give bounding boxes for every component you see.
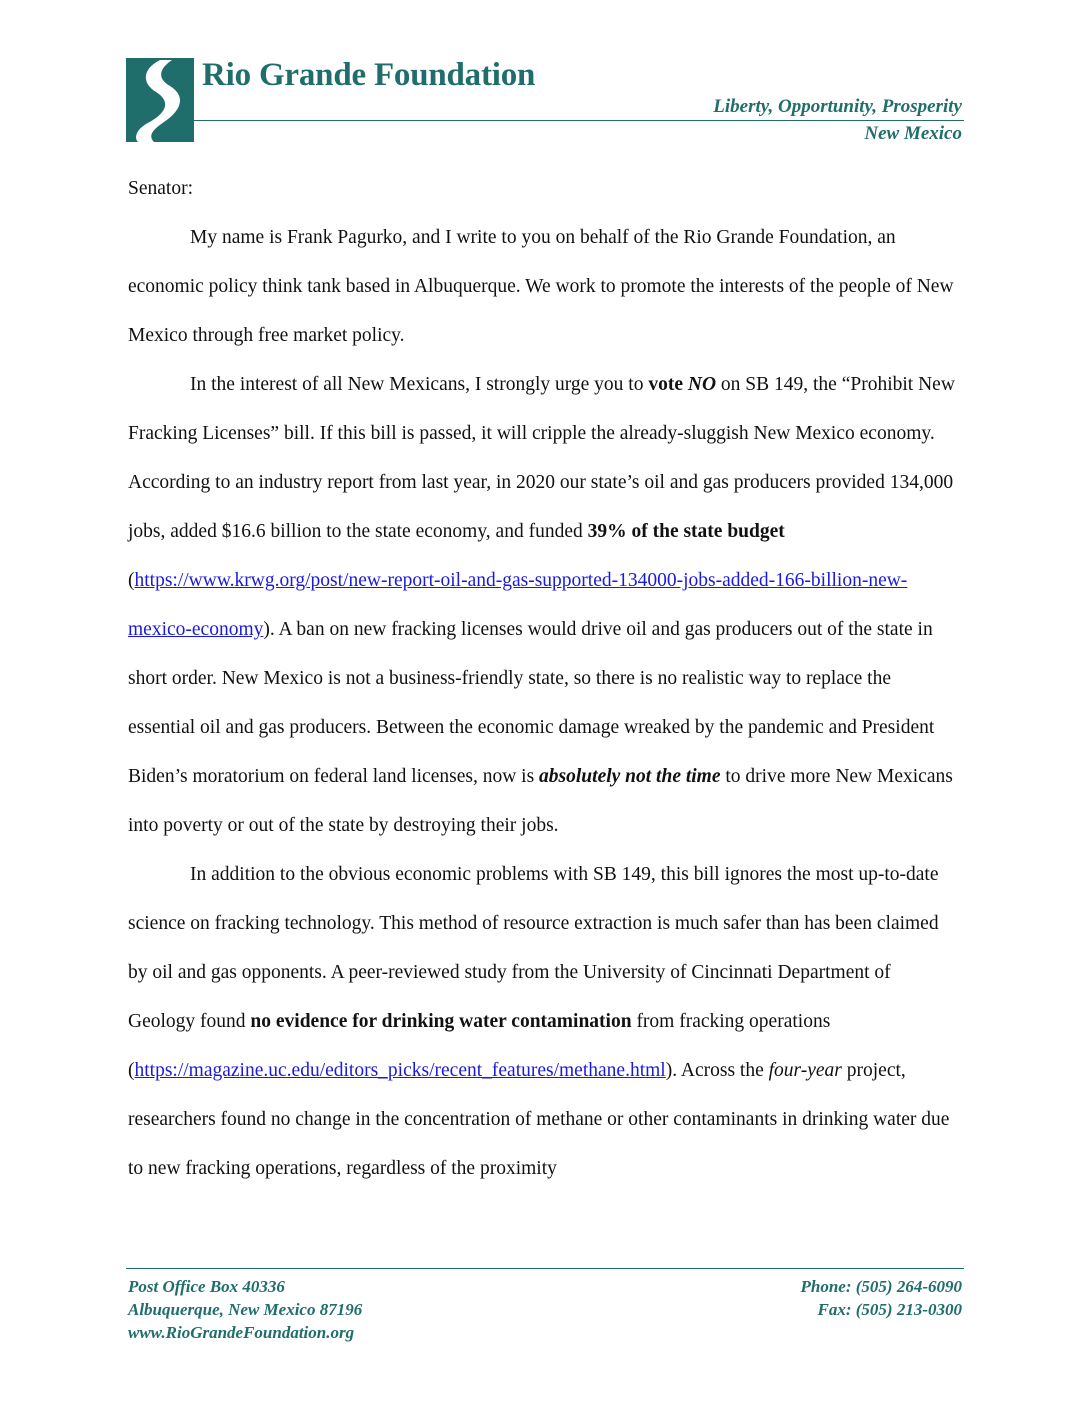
p2-text-1: In the interest of all New Mexicans, I strongly urge you to — [190, 374, 649, 395]
p2-text-4: ). A ban on new fracking licenses would drive oil and gas producers out of the state in short order. New Mexico is not a business-friendly state, so there is no realistic way to replace the essential oil and gas producers. Between the economic damage wreaked by the pandemic and President Biden’s moratorium on federal land licenses, now is — [128, 619, 935, 787]
p2-text-2: on SB 149, the “Prohibit New Fracking Licenses” bill. If this bill is passed, it will cripple the already-sluggish New Mexico economy. According to an industry report from last year, in 2020 our state’s oil and gas producers provided 134,000 jobs, added $16.6 billion to the state economy, and funded — [128, 374, 955, 542]
not-the-time-emphasis: absolutely not the time — [539, 766, 721, 787]
org-name: Rio Grande Foundation — [202, 57, 536, 93]
paragraph-3 — [128, 850, 962, 1193]
uc-magazine-link[interactable]: https://magazine.uc.edu/editors_picks/recent_features/methane.html — [134, 1060, 666, 1081]
salutation: Senator: — [128, 178, 193, 199]
p2-text-5: to drive more New Mexicans into poverty or out of the state by destroying their jobs. — [128, 766, 953, 836]
phone: Phone: (505) 264-6090 — [800, 1277, 962, 1296]
contamination-emphasis: no evidence for drinking water contamination — [250, 1011, 632, 1032]
budget-emphasis: 39% of the state budget — [587, 521, 785, 542]
no-emphasis: NO — [687, 374, 717, 395]
p3-text-1: In addition to the obvious economic problems with SB 149, this bill ignores the most up-to-date science on fracking technology. This method of resource extraction is much safer than has been claimed by oil and gas opponents. A peer-reviewed study from the University of Cincinnati Department of Geology found — [128, 864, 939, 1032]
footer-address — [128, 1275, 362, 1344]
krwg-link[interactable]: https://www.krwg.org/post/new-report-oil-and-gas-supported-134000-jobs-added-166-billion-new-mexico-economy — [128, 570, 908, 640]
header-rule — [194, 120, 964, 121]
tagline: Liberty, Opportunity, Prosperity — [713, 96, 962, 117]
paragraph-1: My name is Frank Pagurko, and I write to you on behalf of the Rio Grande Foundation, an economic policy think tank based in Albuquerque. We work to promote the interests of the people of New Mexico through free market policy. — [128, 227, 954, 346]
state-name: New Mexico — [864, 123, 962, 144]
p3-text-2: from fracking operations ( — [128, 1011, 831, 1081]
address-line-1: Post Office Box 40336 — [128, 1277, 285, 1296]
website: www.RioGrandeFoundation.org — [128, 1323, 355, 1342]
vote-text: vote — [648, 374, 688, 395]
address-line-2: Albuquerque, New Mexico 87196 — [128, 1300, 363, 1319]
p2-text-3: ( — [128, 570, 135, 591]
footer-contact — [801, 1275, 962, 1321]
fax: Fax: (505) 213-0300 — [817, 1300, 962, 1319]
footer-rule — [126, 1268, 964, 1269]
four-year-emphasis: four-year — [768, 1060, 842, 1081]
p3-text-3: ). Across the — [665, 1060, 769, 1081]
letter-body — [128, 164, 962, 1193]
paragraph-2 — [128, 360, 962, 850]
river-logo-icon — [126, 58, 194, 142]
p3-text-4: project, researchers found no change in the concentration of methane or other contaminants in drinking water due to new fracking operations, regardless of the proximity — [128, 1060, 950, 1179]
